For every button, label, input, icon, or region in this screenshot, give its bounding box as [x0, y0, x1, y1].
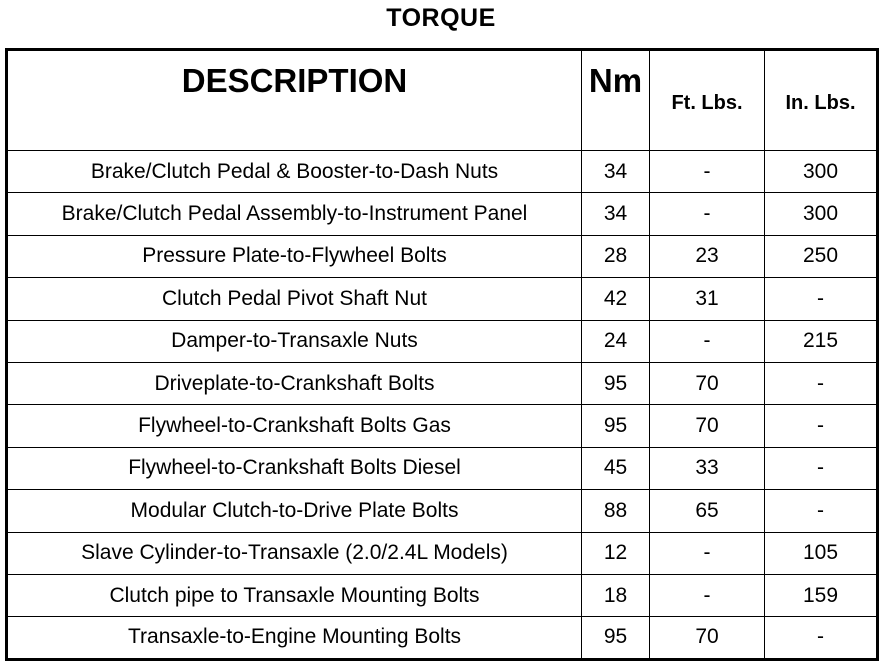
cell-description: Modular Clutch-to-Drive Plate Bolts: [7, 490, 582, 532]
cell-nm: 34: [582, 151, 650, 193]
table-row: [7, 447, 878, 489]
cell-nm: 88: [582, 490, 650, 532]
column-header-in-lbs: In. Lbs.: [765, 50, 878, 151]
cell-description: Flywheel-to-Crankshaft Bolts Diesel: [7, 447, 582, 489]
table-row: [7, 362, 878, 404]
cell-ft-lbs: -: [650, 320, 765, 362]
table-row: [7, 193, 878, 235]
cell-nm: 24: [582, 320, 650, 362]
cell-in-lbs: 159: [765, 574, 878, 616]
cell-in-lbs: -: [765, 447, 878, 489]
cell-description: Clutch pipe to Transaxle Mounting Bolts: [7, 574, 582, 616]
cell-ft-lbs: -: [650, 151, 765, 193]
cell-nm: 12: [582, 532, 650, 574]
cell-ft-lbs: -: [650, 532, 765, 574]
cell-description: Flywheel-to-Crankshaft Bolts Gas: [7, 405, 582, 447]
cell-nm: 42: [582, 278, 650, 320]
table-header-row: [7, 50, 878, 151]
cell-description: Clutch Pedal Pivot Shaft Nut: [7, 278, 582, 320]
cell-nm: 18: [582, 574, 650, 616]
cell-in-lbs: -: [765, 405, 878, 447]
cell-ft-lbs: -: [650, 193, 765, 235]
cell-description: Pressure Plate-to-Flywheel Bolts: [7, 235, 582, 277]
cell-in-lbs: -: [765, 278, 878, 320]
torque-table: [5, 48, 879, 661]
cell-description: Brake/Clutch Pedal Assembly-to-Instrument Panel: [7, 193, 582, 235]
column-header-nm: Nm: [582, 50, 650, 151]
cell-description: Damper-to-Transaxle Nuts: [7, 320, 582, 362]
table-row: [7, 574, 878, 616]
table-row: [7, 320, 878, 362]
cell-ft-lbs: 70: [650, 362, 765, 404]
cell-description: Transaxle-to-Engine Mounting Bolts: [7, 617, 582, 659]
column-header-description: DESCRIPTION: [7, 50, 582, 151]
cell-ft-lbs: 70: [650, 617, 765, 659]
cell-description: Driveplate-to-Crankshaft Bolts: [7, 362, 582, 404]
cell-in-lbs: 215: [765, 320, 878, 362]
cell-ft-lbs: 65: [650, 490, 765, 532]
cell-description: Slave Cylinder-to-Transaxle (2.0/2.4L Models): [7, 532, 582, 574]
cell-nm: 45: [582, 447, 650, 489]
table-row: [7, 532, 878, 574]
column-header-ft-lbs: Ft. Lbs.: [650, 50, 765, 151]
page-title: TORQUE: [386, 4, 496, 32]
cell-nm: 28: [582, 235, 650, 277]
table-row: [7, 490, 878, 532]
cell-nm: 34: [582, 193, 650, 235]
cell-ft-lbs: 70: [650, 405, 765, 447]
cell-ft-lbs: -: [650, 574, 765, 616]
cell-ft-lbs: 31: [650, 278, 765, 320]
cell-in-lbs: -: [765, 617, 878, 659]
cell-in-lbs: 250: [765, 235, 878, 277]
table-row: [7, 405, 878, 447]
cell-nm: 95: [582, 405, 650, 447]
cell-nm: 95: [582, 617, 650, 659]
cell-in-lbs: 105: [765, 532, 878, 574]
cell-description: Brake/Clutch Pedal & Booster-to-Dash Nuts: [7, 151, 582, 193]
cell-nm: 95: [582, 362, 650, 404]
table-row: [7, 617, 878, 659]
cell-in-lbs: 300: [765, 193, 878, 235]
cell-ft-lbs: 23: [650, 235, 765, 277]
cell-in-lbs: -: [765, 490, 878, 532]
table-row: [7, 235, 878, 277]
table-row: [7, 151, 878, 193]
table-row: [7, 278, 878, 320]
cell-ft-lbs: 33: [650, 447, 765, 489]
cell-in-lbs: -: [765, 362, 878, 404]
cell-in-lbs: 300: [765, 151, 878, 193]
